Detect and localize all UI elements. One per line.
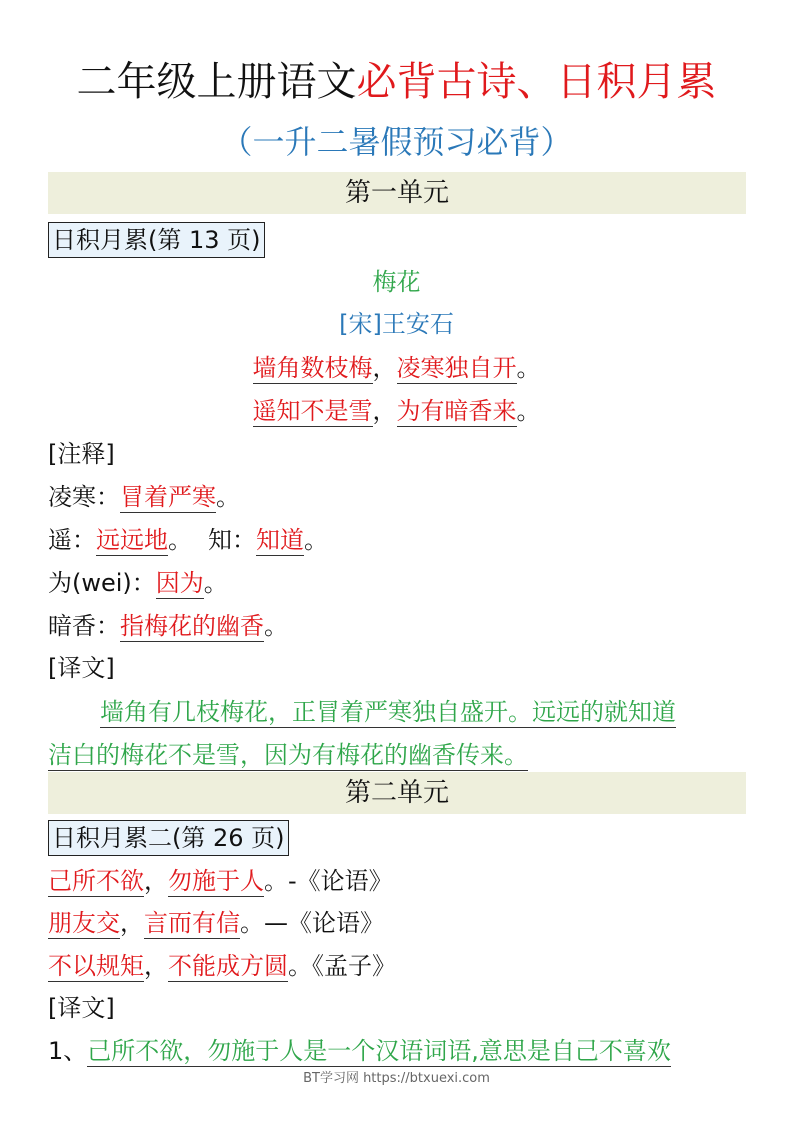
item-number: 1、 bbox=[48, 1037, 88, 1065]
note-end: 。 bbox=[203, 569, 228, 597]
saying-source: 。—《论语》 bbox=[240, 909, 384, 937]
saying-sep: ， bbox=[120, 909, 144, 937]
saying-row bbox=[48, 948, 396, 984]
note-meaning: 指梅花的幽香 bbox=[120, 612, 264, 640]
note-row bbox=[48, 565, 228, 601]
title-black-part: 二年级上册语文 bbox=[76, 59, 357, 105]
poem-line2-sep: ， bbox=[372, 397, 397, 425]
note-term: 为(wei)： bbox=[48, 569, 156, 597]
poem-line1-end: 。 bbox=[516, 354, 541, 382]
translation-line-2 bbox=[48, 737, 528, 773]
poem-author-line bbox=[0, 306, 793, 342]
translation-heading: [译文] bbox=[48, 654, 115, 682]
poem-author: 王安石 bbox=[381, 310, 454, 338]
page-title bbox=[0, 56, 793, 108]
saying-part-a: 朋友交 bbox=[48, 909, 120, 937]
saying-part-b: 言而有信 bbox=[144, 909, 240, 937]
title-red-part: 必背古诗、日积月累 bbox=[356, 59, 717, 105]
saying-part-a: 己所不欲 bbox=[48, 867, 144, 895]
saying-source: 。《孟子》 bbox=[288, 952, 396, 980]
saying-part-b: 勿施于人 bbox=[168, 867, 264, 895]
note-end: 。 bbox=[216, 483, 240, 511]
unit1-box-label: 日积月累(第 13 页) bbox=[48, 222, 265, 258]
saying-part-b: 不能成方圆 bbox=[168, 952, 288, 980]
poem-line-1 bbox=[0, 350, 793, 386]
saying-sep: ， bbox=[144, 867, 168, 895]
unit2-translation-item bbox=[48, 1033, 671, 1069]
poem-line2-b: 为有暗香来 bbox=[396, 397, 517, 425]
saying-source: 。-《论语》 bbox=[264, 867, 393, 895]
note-term: 凌寒： bbox=[48, 483, 120, 511]
unit2-box-label: 日积月累二(第 26 页) bbox=[48, 820, 289, 856]
poem-line1-b: 凌寒独自开 bbox=[396, 354, 517, 382]
unit2-band bbox=[48, 772, 746, 814]
note-meaning-2: 知道 bbox=[256, 526, 304, 554]
saying-sep: ， bbox=[144, 952, 168, 980]
saying-part-a: 不以规矩 bbox=[48, 952, 144, 980]
poem-line2-a: 遥知不是雪 bbox=[252, 397, 373, 425]
translation-text-2: 洁白的梅花不是雪，因为有梅花的幽香传来。 bbox=[48, 741, 528, 769]
footer-watermark: BT学习网 https://btxuexi.com bbox=[303, 1071, 490, 1086]
poem-title: 梅花 bbox=[372, 268, 421, 296]
poem-line1-sep: ， bbox=[372, 354, 397, 382]
notes-heading: [注释] bbox=[48, 440, 115, 468]
note-meaning: 远远地 bbox=[96, 526, 168, 554]
note-row bbox=[48, 522, 328, 558]
note-row bbox=[48, 479, 240, 515]
poem-line2-end: 。 bbox=[516, 397, 541, 425]
note-term: 遥： bbox=[48, 526, 96, 554]
poem-dynasty: [宋] bbox=[339, 310, 382, 338]
poem-line1-a: 墙角数枝梅 bbox=[252, 354, 373, 382]
unit2-translation-heading: [译文] bbox=[48, 994, 115, 1022]
note-end: 。 bbox=[264, 612, 288, 640]
note-meaning: 冒着严寒 bbox=[120, 483, 216, 511]
unit1-title: 第一单元 bbox=[344, 178, 449, 208]
translation-text-1: 墙角有几枝梅花，正冒着严寒独自盛开。远远的就知道 bbox=[100, 698, 676, 726]
note-row bbox=[48, 608, 288, 644]
unit1-band bbox=[48, 172, 746, 214]
note-term: 暗香： bbox=[48, 612, 120, 640]
item-text: 己所不欲，勿施于人是一个汉语词语,意思是自己不喜欢 bbox=[87, 1037, 671, 1065]
note-term-2: 知： bbox=[208, 526, 256, 554]
note-end: 。 bbox=[168, 526, 192, 554]
translation-line-1 bbox=[100, 694, 676, 730]
saying-row bbox=[48, 863, 393, 899]
note-meaning: 因为 bbox=[155, 569, 204, 597]
unit2-title: 第二单元 bbox=[344, 778, 449, 808]
page-subtitle: （一升二暑假预习必背） bbox=[220, 123, 573, 161]
poem-line-2 bbox=[0, 393, 793, 429]
note-end-2: 。 bbox=[304, 526, 328, 554]
saying-row bbox=[48, 905, 384, 941]
